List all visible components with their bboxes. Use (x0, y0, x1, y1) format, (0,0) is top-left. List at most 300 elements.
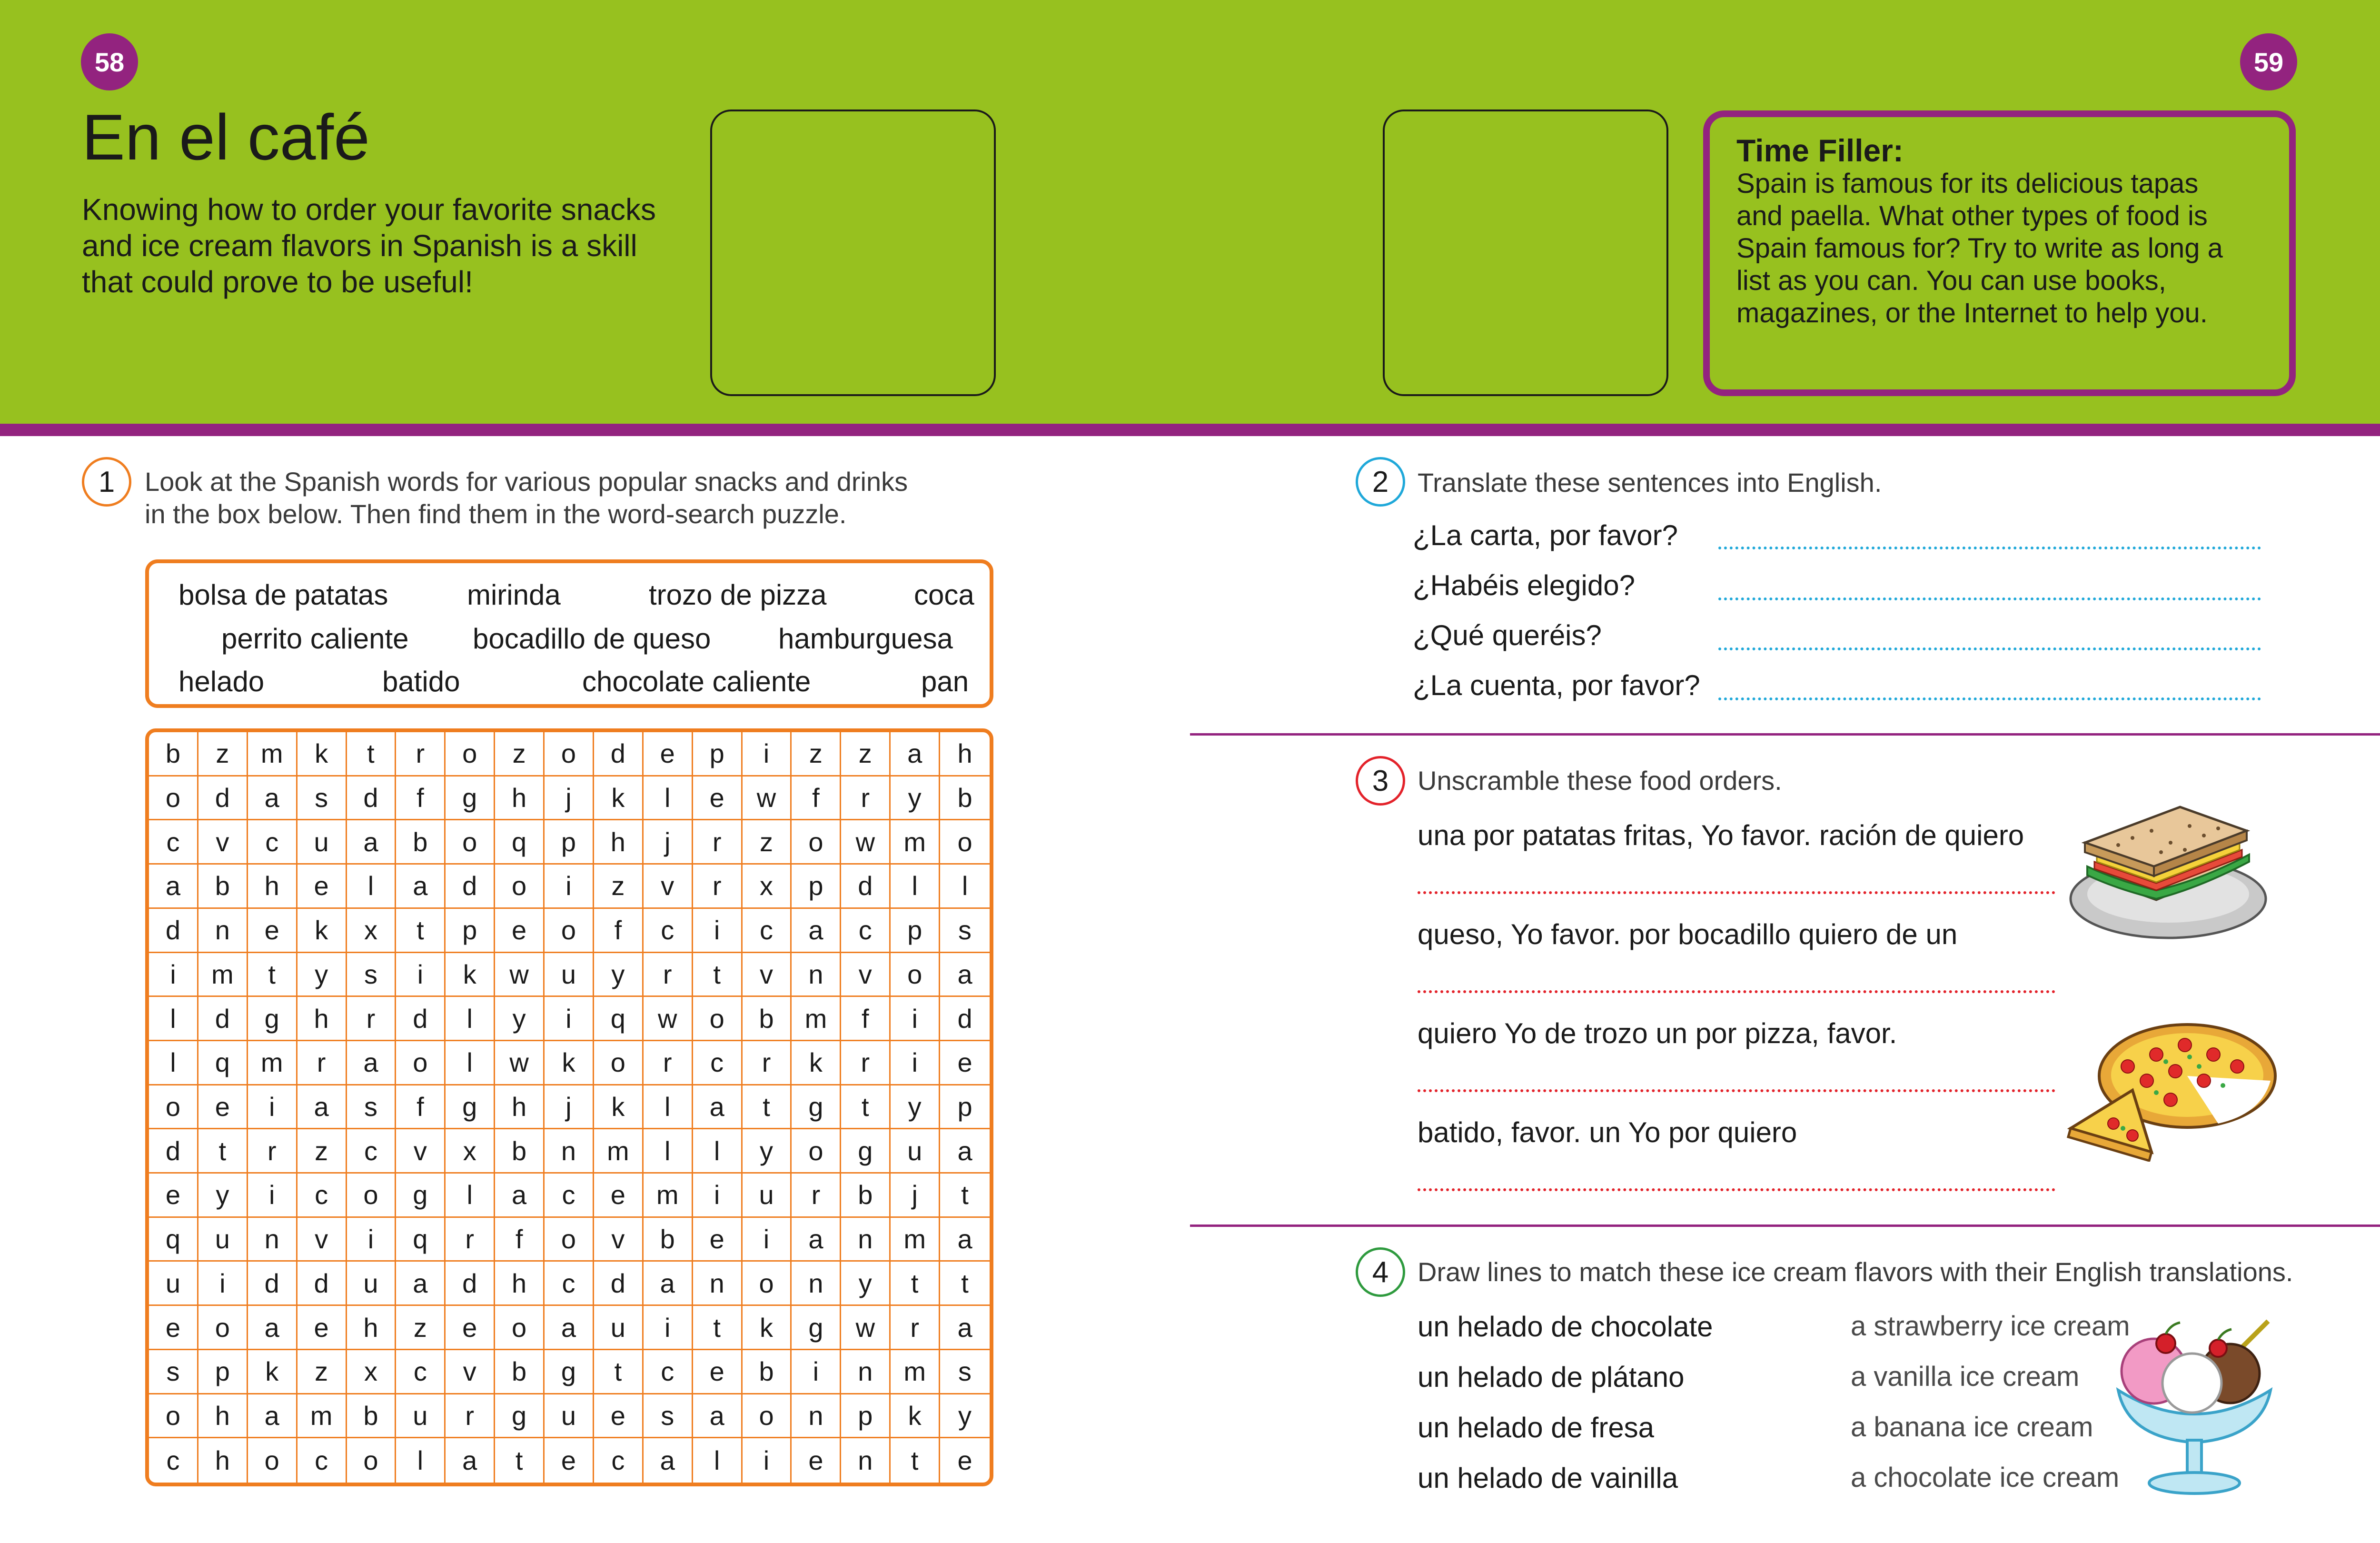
grid-cell[interactable]: i (644, 1306, 693, 1350)
grid-cell[interactable]: a (792, 1218, 841, 1262)
grid-cell[interactable]: a (396, 1262, 446, 1306)
grid-cell[interactable]: e (594, 1174, 644, 1218)
grid-cell[interactable]: o (743, 1262, 792, 1306)
grid-cell[interactable]: r (693, 820, 743, 865)
grid-cell[interactable]: l (149, 997, 198, 1041)
grid-cell[interactable]: w (841, 820, 891, 865)
grid-cell[interactable]: u (198, 1218, 248, 1262)
grid-cell[interactable]: w (841, 1306, 891, 1350)
grid-cell[interactable]: o (545, 732, 594, 776)
grid-cell[interactable]: r (743, 1041, 792, 1085)
grid-cell[interactable]: v (644, 865, 693, 909)
grid-cell[interactable]: c (743, 909, 792, 953)
grid-cell[interactable]: a (149, 865, 198, 909)
grid-cell[interactable]: z (743, 820, 792, 865)
grid-cell[interactable]: o (545, 1218, 594, 1262)
grid-cell[interactable]: d (149, 1129, 198, 1174)
grid-cell[interactable]: d (940, 997, 990, 1041)
grid-cell[interactable]: a (940, 1218, 990, 1262)
grid-cell[interactable]: a (644, 1438, 693, 1483)
grid-cell[interactable]: z (298, 1129, 347, 1174)
grid-cell[interactable]: a (644, 1262, 693, 1306)
grid-cell[interactable]: d (396, 997, 446, 1041)
grid-cell[interactable]: r (446, 1394, 495, 1439)
grid-cell[interactable]: a (940, 1129, 990, 1174)
grid-cell[interactable]: r (248, 1129, 298, 1174)
grid-cell[interactable]: h (594, 820, 644, 865)
grid-cell[interactable]: y (940, 1394, 990, 1439)
grid-cell[interactable]: p (198, 1350, 248, 1394)
grid-cell[interactable]: c (396, 1350, 446, 1394)
grid-cell[interactable]: k (545, 1041, 594, 1085)
grid-cell[interactable]: d (446, 1262, 495, 1306)
grid-cell[interactable]: a (248, 776, 298, 821)
grid-cell[interactable]: v (298, 1218, 347, 1262)
grid-cell[interactable]: h (495, 1262, 545, 1306)
grid-cell[interactable]: o (198, 1306, 248, 1350)
grid-cell[interactable]: w (495, 953, 545, 997)
grid-cell[interactable]: o (792, 1129, 841, 1174)
grid-cell[interactable]: e (149, 1306, 198, 1350)
grid-cell[interactable]: r (446, 1218, 495, 1262)
grid-cell[interactable]: f (792, 776, 841, 821)
grid-cell[interactable]: b (495, 1350, 545, 1394)
answer-line[interactable] (1718, 647, 2261, 650)
grid-cell[interactable]: b (644, 1218, 693, 1262)
flavor-spanish[interactable]: un helado de chocolate (1418, 1311, 1713, 1343)
grid-cell[interactable]: l (149, 1041, 198, 1085)
grid-cell[interactable]: e (248, 909, 298, 953)
grid-cell[interactable]: k (594, 776, 644, 821)
grid-cell[interactable]: w (495, 1041, 545, 1085)
grid-cell[interactable]: l (446, 1041, 495, 1085)
grid-cell[interactable]: o (545, 909, 594, 953)
word-search-grid[interactable] (145, 728, 993, 1486)
grid-cell[interactable]: q (149, 1218, 198, 1262)
grid-cell[interactable]: n (841, 1438, 891, 1483)
grid-cell[interactable]: c (149, 820, 198, 865)
grid-cell[interactable]: z (495, 732, 545, 776)
grid-cell[interactable]: q (495, 820, 545, 865)
grid-cell[interactable]: a (940, 1306, 990, 1350)
grid-cell[interactable]: b (495, 1129, 545, 1174)
grid-cell[interactable]: u (149, 1262, 198, 1306)
grid-cell[interactable]: h (495, 1085, 545, 1130)
grid-cell[interactable]: u (545, 1394, 594, 1439)
flavor-spanish[interactable]: un helado de plátano (1418, 1361, 1685, 1393)
grid-cell[interactable]: k (743, 1306, 792, 1350)
grid-cell[interactable]: c (298, 1174, 347, 1218)
grid-cell[interactable]: l (693, 1129, 743, 1174)
grid-cell[interactable]: s (149, 1350, 198, 1394)
grid-cell[interactable]: k (891, 1394, 940, 1439)
grid-cell[interactable]: l (446, 997, 495, 1041)
grid-cell[interactable]: g (446, 1085, 495, 1130)
grid-cell[interactable]: b (841, 1174, 891, 1218)
grid-cell[interactable]: d (298, 1262, 347, 1306)
grid-cell[interactable]: v (743, 953, 792, 997)
answer-line[interactable] (1418, 1188, 2055, 1191)
answer-line[interactable] (1418, 990, 2055, 993)
grid-cell[interactable]: o (594, 1041, 644, 1085)
grid-cell[interactable]: g (248, 997, 298, 1041)
grid-cell[interactable]: t (495, 1438, 545, 1483)
grid-cell[interactable]: i (545, 997, 594, 1041)
grid-cell[interactable]: r (396, 732, 446, 776)
grid-cell[interactable]: t (940, 1174, 990, 1218)
grid-cell[interactable]: e (298, 865, 347, 909)
grid-cell[interactable]: o (149, 776, 198, 821)
grid-cell[interactable]: r (693, 865, 743, 909)
grid-cell[interactable]: i (198, 1262, 248, 1306)
grid-cell[interactable]: t (248, 953, 298, 997)
grid-cell[interactable]: m (298, 1394, 347, 1439)
grid-cell[interactable]: d (841, 865, 891, 909)
grid-cell[interactable]: p (940, 1085, 990, 1130)
grid-cell[interactable]: j (891, 1174, 940, 1218)
grid-cell[interactable]: e (198, 1085, 248, 1130)
grid-cell[interactable]: f (841, 997, 891, 1041)
grid-cell[interactable]: e (594, 1394, 644, 1439)
grid-cell[interactable]: k (298, 732, 347, 776)
flavor-english[interactable]: a banana ice cream (1851, 1412, 2093, 1443)
grid-cell[interactable]: h (198, 1394, 248, 1439)
flavor-english[interactable]: a chocolate ice cream (1851, 1462, 2120, 1493)
grid-cell[interactable]: c (644, 1350, 693, 1394)
grid-cell[interactable]: c (545, 1174, 594, 1218)
grid-cell[interactable]: v (594, 1218, 644, 1262)
grid-cell[interactable]: x (347, 1350, 397, 1394)
grid-cell[interactable]: e (298, 1306, 347, 1350)
answer-line[interactable] (1418, 1089, 2055, 1092)
grid-cell[interactable]: o (347, 1174, 397, 1218)
grid-cell[interactable]: z (198, 732, 248, 776)
grid-cell[interactable]: o (792, 820, 841, 865)
grid-cell[interactable]: i (891, 1041, 940, 1085)
flavor-english[interactable]: a strawberry ice cream (1851, 1311, 2130, 1342)
grid-cell[interactable]: g (396, 1174, 446, 1218)
grid-cell[interactable]: c (841, 909, 891, 953)
grid-cell[interactable]: i (743, 732, 792, 776)
grid-cell[interactable]: h (495, 776, 545, 821)
grid-cell[interactable]: k (298, 909, 347, 953)
grid-cell[interactable]: a (446, 1438, 495, 1483)
grid-cell[interactable]: a (248, 1394, 298, 1439)
grid-cell[interactable]: g (792, 1085, 841, 1130)
grid-cell[interactable]: d (198, 776, 248, 821)
grid-cell[interactable]: o (891, 953, 940, 997)
grid-cell[interactable]: v (396, 1129, 446, 1174)
grid-cell[interactable]: d (149, 909, 198, 953)
grid-cell[interactable]: o (149, 1085, 198, 1130)
grid-cell[interactable]: m (198, 953, 248, 997)
grid-cell[interactable]: y (594, 953, 644, 997)
grid-cell[interactable]: n (693, 1262, 743, 1306)
grid-cell[interactable]: a (347, 1041, 397, 1085)
grid-cell[interactable]: d (446, 865, 495, 909)
grid-cell[interactable]: k (248, 1350, 298, 1394)
grid-cell[interactable]: a (347, 820, 397, 865)
flavor-spanish[interactable]: un helado de fresa (1418, 1412, 1655, 1443)
grid-cell[interactable]: z (594, 865, 644, 909)
grid-cell[interactable]: z (298, 1350, 347, 1394)
grid-cell[interactable]: l (446, 1174, 495, 1218)
grid-cell[interactable]: r (347, 997, 397, 1041)
grid-cell[interactable]: i (693, 1174, 743, 1218)
grid-cell[interactable]: j (545, 1085, 594, 1130)
grid-cell[interactable]: c (545, 1262, 594, 1306)
grid-cell[interactable]: x (743, 865, 792, 909)
grid-cell[interactable]: h (298, 997, 347, 1041)
grid-cell[interactable]: z (841, 732, 891, 776)
grid-cell[interactable]: s (347, 1085, 397, 1130)
grid-cell[interactable]: c (298, 1438, 347, 1483)
grid-cell[interactable]: a (248, 1306, 298, 1350)
grid-cell[interactable]: o (446, 732, 495, 776)
grid-cell[interactable]: p (841, 1394, 891, 1439)
grid-cell[interactable]: u (396, 1394, 446, 1439)
grid-cell[interactable]: l (644, 776, 693, 821)
grid-cell[interactable]: o (743, 1394, 792, 1439)
grid-cell[interactable]: x (446, 1129, 495, 1174)
grid-cell[interactable]: t (693, 953, 743, 997)
grid-cell[interactable]: p (545, 820, 594, 865)
grid-cell[interactable]: a (545, 1306, 594, 1350)
grid-cell[interactable]: b (198, 865, 248, 909)
grid-cell[interactable]: d (594, 1262, 644, 1306)
grid-cell[interactable]: b (396, 820, 446, 865)
grid-cell[interactable]: i (347, 1218, 397, 1262)
grid-cell[interactable]: e (644, 732, 693, 776)
grid-cell[interactable]: i (693, 909, 743, 953)
grid-cell[interactable]: a (396, 865, 446, 909)
grid-cell[interactable]: l (396, 1438, 446, 1483)
grid-cell[interactable]: g (841, 1129, 891, 1174)
grid-cell[interactable]: q (594, 997, 644, 1041)
grid-cell[interactable]: n (841, 1350, 891, 1394)
grid-cell[interactable]: e (149, 1174, 198, 1218)
grid-cell[interactable]: a (891, 732, 940, 776)
grid-cell[interactable]: s (644, 1394, 693, 1439)
grid-cell[interactable]: f (396, 776, 446, 821)
grid-cell[interactable]: e (495, 909, 545, 953)
grid-cell[interactable]: m (891, 1218, 940, 1262)
grid-cell[interactable]: y (743, 1129, 792, 1174)
grid-cell[interactable]: o (495, 865, 545, 909)
grid-cell[interactable]: t (347, 732, 397, 776)
flavor-english[interactable]: a vanilla ice cream (1851, 1361, 2080, 1392)
grid-cell[interactable]: n (545, 1129, 594, 1174)
grid-cell[interactable]: u (594, 1306, 644, 1350)
grid-cell[interactable]: c (149, 1438, 198, 1483)
grid-cell[interactable]: v (198, 820, 248, 865)
answer-line[interactable] (1418, 891, 2055, 894)
grid-cell[interactable]: n (841, 1218, 891, 1262)
grid-cell[interactable]: o (396, 1041, 446, 1085)
grid-cell[interactable]: h (347, 1306, 397, 1350)
grid-cell[interactable]: e (957, 1445, 972, 1476)
grid-cell[interactable]: r (644, 1041, 693, 1085)
grid-cell[interactable]: z (396, 1306, 446, 1350)
grid-cell[interactable]: z (792, 732, 841, 776)
grid-cell[interactable]: o (347, 1438, 397, 1483)
grid-cell[interactable]: p (792, 865, 841, 909)
grid-cell[interactable]: i (248, 1174, 298, 1218)
grid-cell[interactable]: y (495, 997, 545, 1041)
grid-cell[interactable]: t (891, 1262, 940, 1306)
grid-cell[interactable]: n (792, 1262, 841, 1306)
grid-cell[interactable]: v (841, 953, 891, 997)
grid-cell[interactable]: i (743, 1438, 792, 1483)
grid-cell[interactable]: y (891, 776, 940, 821)
grid-cell[interactable]: l (644, 1129, 693, 1174)
grid-cell[interactable]: w (743, 776, 792, 821)
grid-cell[interactable]: t (198, 1129, 248, 1174)
grid-cell[interactable]: p (693, 732, 743, 776)
grid-cell[interactable]: p (891, 909, 940, 953)
grid-cell[interactable]: a (495, 1174, 545, 1218)
answer-line[interactable] (1718, 547, 2261, 549)
grid-cell[interactable]: b (743, 997, 792, 1041)
grid-cell[interactable]: e (940, 1041, 990, 1085)
grid-cell[interactable]: t (841, 1085, 891, 1130)
grid-cell[interactable]: j (545, 776, 594, 821)
grid-cell[interactable]: r (298, 1041, 347, 1085)
grid-cell[interactable]: n (792, 953, 841, 997)
grid-cell[interactable]: e (693, 1218, 743, 1262)
grid-cell[interactable]: u (545, 953, 594, 997)
grid-cell[interactable]: n (248, 1218, 298, 1262)
grid-cell[interactable]: k (792, 1041, 841, 1085)
grid-cell[interactable]: e (693, 776, 743, 821)
grid-cell[interactable]: u (298, 820, 347, 865)
grid-cell[interactable]: d (198, 997, 248, 1041)
grid-cell[interactable]: t (891, 1438, 940, 1483)
grid-cell[interactable]: i (248, 1085, 298, 1130)
grid-cell[interactable]: m (644, 1174, 693, 1218)
grid-cell[interactable]: j (644, 820, 693, 865)
grid-cell[interactable]: y (841, 1262, 891, 1306)
grid-cell[interactable]: b (347, 1394, 397, 1439)
grid-cell[interactable]: r (792, 1174, 841, 1218)
grid-cell[interactable]: l (347, 865, 397, 909)
grid-cell[interactable]: x (347, 909, 397, 953)
grid-cell[interactable]: g (446, 776, 495, 821)
grid-cell[interactable]: u (347, 1262, 397, 1306)
flavor-spanish[interactable]: un helado de vainilla (1418, 1462, 1678, 1494)
grid-cell[interactable]: o (693, 997, 743, 1041)
grid-cell[interactable]: q (396, 1218, 446, 1262)
grid-cell[interactable]: u (891, 1129, 940, 1174)
grid-cell[interactable]: i (891, 997, 940, 1041)
grid-cell[interactable]: l (644, 1085, 693, 1130)
grid-cell[interactable]: d (347, 776, 397, 821)
grid-cell[interactable]: q (198, 1041, 248, 1085)
grid-cell[interactable]: a (298, 1085, 347, 1130)
grid-cell[interactable]: m (248, 732, 298, 776)
grid-cell[interactable]: g (792, 1306, 841, 1350)
grid-cell[interactable]: o (495, 1306, 545, 1350)
grid-cell[interactable]: c (594, 1438, 644, 1483)
grid-cell[interactable]: m (248, 1041, 298, 1085)
grid-cell[interactable]: s (298, 776, 347, 821)
grid-cell[interactable]: g (545, 1350, 594, 1394)
grid-cell[interactable]: r (891, 1306, 940, 1350)
grid-cell[interactable]: u (743, 1174, 792, 1218)
grid-cell[interactable]: a (693, 1085, 743, 1130)
grid-cell[interactable]: k (594, 1085, 644, 1130)
grid-cell[interactable]: e (446, 1306, 495, 1350)
grid-cell[interactable]: i (396, 953, 446, 997)
answer-line[interactable] (1718, 697, 2261, 700)
grid-cell[interactable]: t (940, 1262, 990, 1306)
grid-cell[interactable]: l (940, 865, 990, 909)
grid-cell[interactable]: h (198, 1438, 248, 1483)
grid-cell[interactable]: y (198, 1174, 248, 1218)
grid-cell[interactable]: d (594, 732, 644, 776)
grid-cell[interactable]: t (693, 1306, 743, 1350)
grid-cell[interactable]: f (594, 909, 644, 953)
answer-line[interactable] (1718, 597, 2261, 600)
grid-cell[interactable]: o (940, 820, 990, 865)
grid-cell[interactable]: b (149, 732, 198, 776)
grid-cell[interactable]: m (891, 1350, 940, 1394)
grid-cell[interactable]: m (792, 997, 841, 1041)
grid-cell[interactable]: c (347, 1129, 397, 1174)
grid-cell[interactable]: v (446, 1350, 495, 1394)
grid-cell[interactable]: o (248, 1438, 298, 1483)
grid-cell[interactable]: i (792, 1350, 841, 1394)
grid-cell[interactable]: g (495, 1394, 545, 1439)
grid-cell[interactable]: f (495, 1218, 545, 1262)
grid-cell[interactable]: t (594, 1350, 644, 1394)
grid-cell[interactable]: r (644, 953, 693, 997)
grid-cell[interactable]: m (594, 1129, 644, 1174)
grid-cell[interactable]: y (298, 953, 347, 997)
grid-cell[interactable]: e (693, 1350, 743, 1394)
grid-cell[interactable]: t (743, 1085, 792, 1130)
grid-cell[interactable]: y (891, 1085, 940, 1130)
grid-cell[interactable]: a (693, 1394, 743, 1439)
grid-cell[interactable]: r (841, 1041, 891, 1085)
grid-cell[interactable]: b (743, 1350, 792, 1394)
grid-cell[interactable]: i (545, 865, 594, 909)
grid-cell[interactable]: m (891, 820, 940, 865)
grid-cell[interactable]: n (792, 1394, 841, 1439)
grid-cell[interactable]: r (841, 776, 891, 821)
grid-cell[interactable]: s (940, 1350, 990, 1394)
grid-cell[interactable]: h (248, 865, 298, 909)
grid-cell[interactable]: o (149, 1394, 198, 1439)
grid-cell[interactable]: h (940, 732, 990, 776)
grid-cell[interactable]: i (743, 1218, 792, 1262)
grid-cell[interactable]: i (149, 953, 198, 997)
grid-cell[interactable]: k (446, 953, 495, 997)
grid-cell[interactable]: l (891, 865, 940, 909)
grid-cell[interactable]: d (248, 1262, 298, 1306)
grid-cell[interactable]: s (940, 909, 990, 953)
grid-cell[interactable]: t (396, 909, 446, 953)
grid-cell[interactable]: e (792, 1438, 841, 1483)
grid-cell[interactable]: p (446, 909, 495, 953)
grid-cell[interactable]: l (693, 1438, 743, 1483)
grid-cell[interactable]: o (446, 820, 495, 865)
grid-cell[interactable]: n (198, 909, 248, 953)
grid-cell[interactable]: a (792, 909, 841, 953)
grid-cell[interactable]: f (396, 1085, 446, 1130)
grid-cell[interactable]: e (545, 1438, 594, 1483)
grid-cell[interactable]: c (248, 820, 298, 865)
